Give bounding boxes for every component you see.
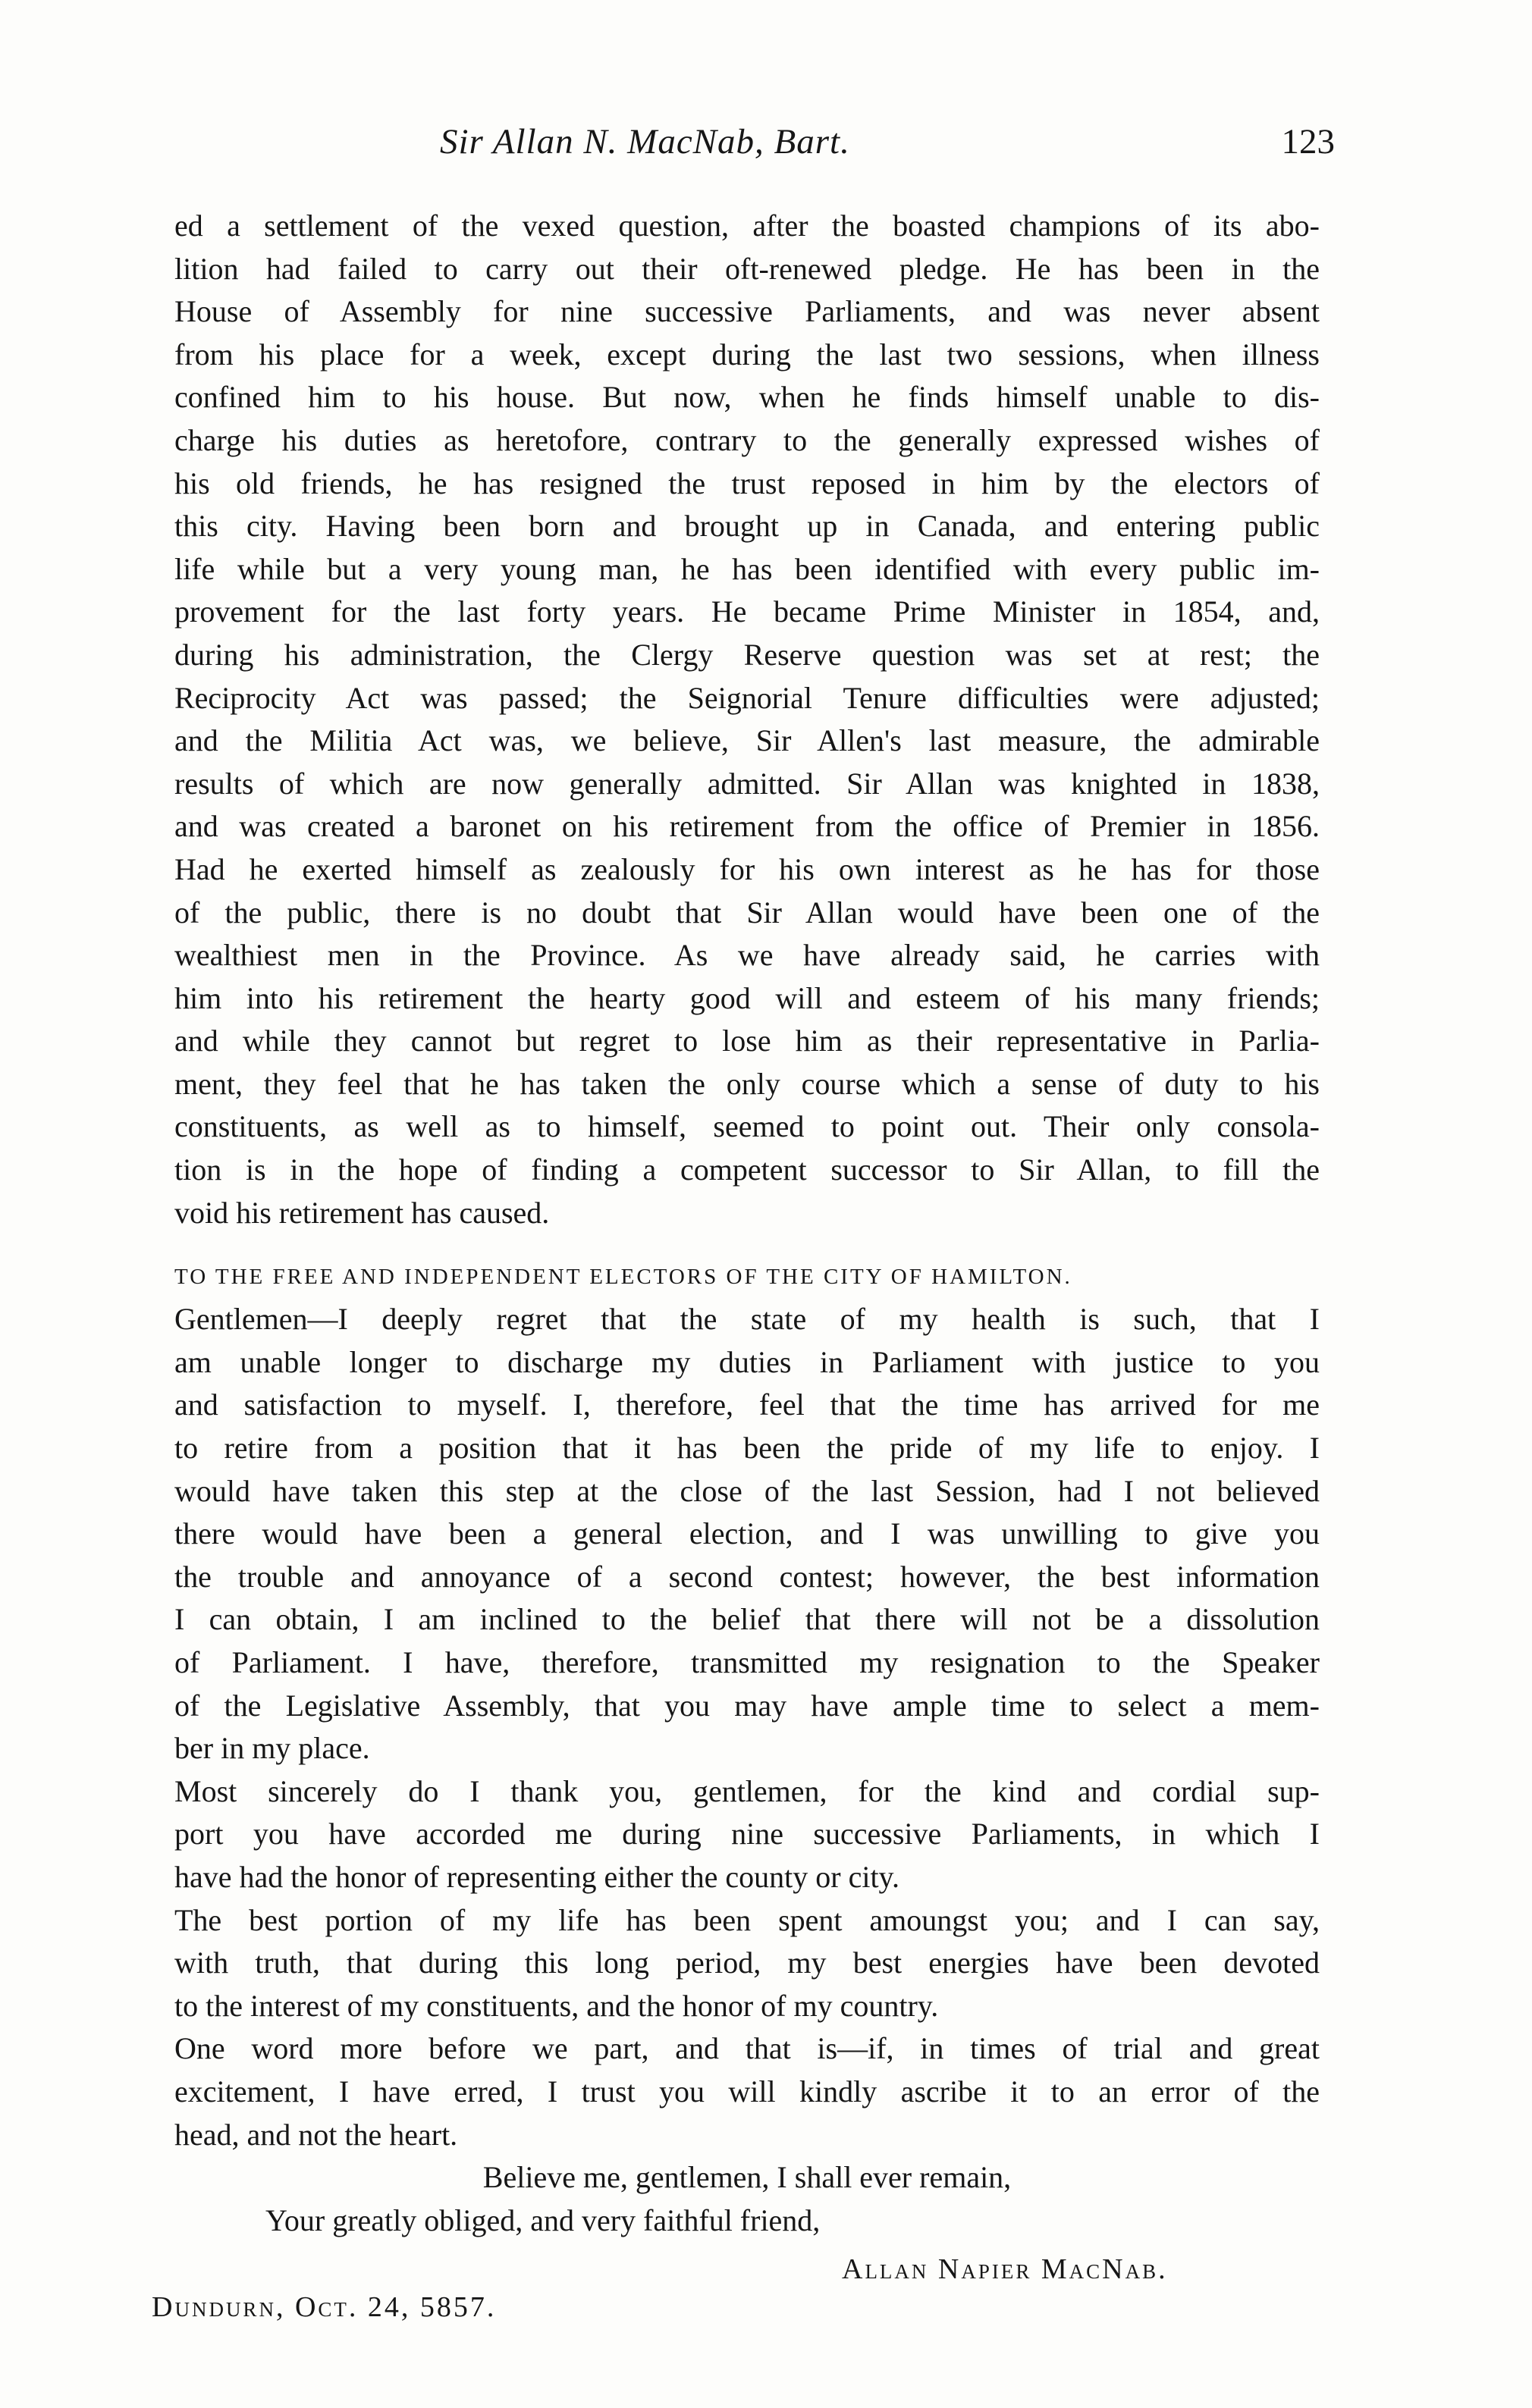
article-body [174,205,1320,2242]
article-line: Had he exerted himself as zealously for his own interest as he has for those [174,851,1320,886]
article-line: lition had failed to carry out their oft-renewed pledge. He has been in the [174,251,1320,286]
letter-line: One word more before we part, and that is—if, in times of trial and great [174,2031,1320,2066]
letter-line: would have taken this step at the close of the last Session, had I not believed [174,1473,1320,1508]
article-line: House of Assembly for nine successive Parliaments, and was never absent [174,294,1320,329]
page-number: 123 [1281,122,1335,161]
article-line: results of which are now generally admitted. Sir Allan was knighted in 1838, [174,766,1320,801]
dateline: Dundurn, Oct. 24, 5857. [152,2291,497,2323]
letter-line: to the interest of my constituents, and the honor of my country. [174,1988,939,2023]
article-line: and while they cannot but regret to lose him as their representative in Parlia- [174,1024,1320,1058]
article-line: his old friends, he has resigned the trust reposed in him by the electors of [174,466,1320,500]
letter-line: of Parliament. I have, therefore, transmitted my resignation to the Speaker [174,1645,1320,1679]
letter-line: there would have been a general election, and I was unwilling to give you [174,1516,1320,1551]
letter-line: to retire from a position that it has been the pride of my life to enjoy. I [174,1431,1320,1466]
running-title: Sir Allan N. MacNab, Bart. [440,122,850,161]
article-line: and the Militia Act was, we believe, Sir Allen's last measure, the admirable [174,723,1320,758]
article-line: of the public, there is no doubt that Sir Allan would have been one of the [174,895,1320,930]
article-line: life while but a very young man, he has been identified with every public im- [174,551,1320,586]
closing-line-1: Believe me, gentlemen, I shall ever remain, [482,2160,1012,2195]
letter-line: excitement, I have erred, I trust you will kindly ascribe it to an error of the [174,2074,1320,2109]
letter-line: of the Legislative Assembly, that you may have ample time to select a mem- [174,1688,1320,1723]
article-line: during his administration, the Clergy Reserve question was set at rest; the [174,637,1320,672]
letter-line: Gentlemen—I deeply regret that the state of my health is such, that I [174,1302,1320,1337]
article-line: provement for the last forty years. He became Prime Minister in 1854, and, [174,594,1320,629]
article-line: charge his duties as heretofore, contrary to the generally expressed wishes of [174,422,1320,457]
letter-line: Most sincerely do I thank you, gentlemen, for the kind and cordial sup- [174,1773,1320,1808]
page-header [182,121,1335,174]
letter-line: and satisfaction to myself. I, therefore, feel that the time has arrived for me [174,1387,1320,1422]
letter-line: head, and not the heart. [174,2117,458,2152]
signature: Allan Napier MacNab. [842,2253,1168,2285]
letter-line: The best portion of my life has been spent amoungst you; and I can say, [174,1902,1320,1937]
letter-line: I can obtain, I am inclined to the belief that there will not be a dissolution [174,1602,1320,1637]
letter-line: am unable longer to discharge my duties in Parliament with justice to you [174,1344,1320,1379]
article-line: confined him to his house. But now, when he finds himself unable to dis- [174,380,1320,415]
letter-line: port you have accorded me during nine successive Parliaments, in which I [174,1817,1320,1851]
letter-line: the trouble and annoyance of a second contest; however, the best information [174,1559,1320,1594]
article-line: tion is in the hope of finding a competent successor to Sir Allan, to fill the [174,1152,1320,1187]
article-line: Reciprocity Act was passed; the Seignorial Tenure difficulties were adjusted; [174,680,1320,715]
letter-line: with truth, that during this long period, my best energies have been devoted [174,1946,1320,1980]
letter-line: ber in my place. [174,1731,370,1766]
article-line: ed a settlement of the vexed question, after the boasted champions of its abo- [174,209,1320,243]
article-line: void his retirement has caused. [174,1195,550,1230]
article-line: ment, they feel that he has taken the only course which a sense of duty to his [174,1066,1320,1101]
article-line: wealthiest men in the Province. As we have already said, he carries with [174,938,1320,973]
article-line: this city. Having been born and brought up in Canada, and entering public [174,509,1320,544]
article-line: from his place for a week, except during the last two sessions, when illness [174,337,1320,372]
article-line: constituents, as well as to himself, seemed to point out. Their only consola- [174,1109,1320,1144]
article-line: him into his retirement the hearty good will and esteem of his many friends; [174,980,1320,1015]
letter-line: have had the honor of representing either the county or city. [174,1859,899,1894]
closing-line-2: Your greatly obliged, and very faithful friend, [265,2203,821,2237]
article-line: and was created a baronet on his retirement from the office of Premier in 1856. [174,809,1320,844]
letter-address: TO THE FREE AND INDEPENDENT ELECTORS OF THE CITY OF HAMILTON. [174,1265,1072,1290]
